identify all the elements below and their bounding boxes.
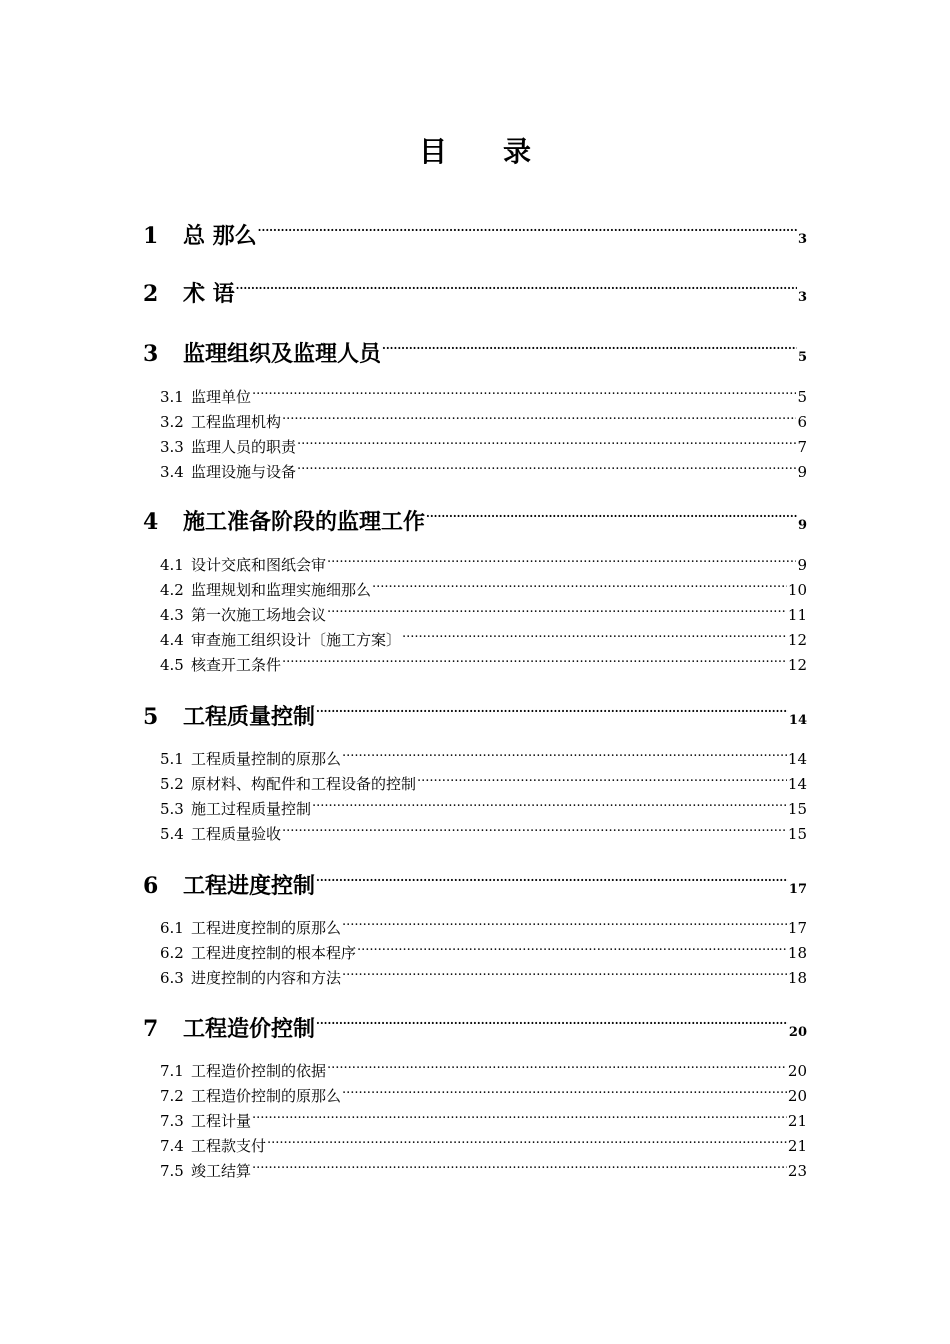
toc-entry-number: 2 (143, 281, 159, 307)
toc-page-number: 20 (787, 1087, 807, 1105)
toc-entry-title: 监理人员的职责 (191, 438, 297, 456)
toc-dot-leader (258, 213, 797, 243)
toc-page-number: 6 (797, 413, 807, 431)
toc-entry-title: 工程造价控制 (183, 1016, 316, 1042)
toc-entry-number: 7.1 (160, 1062, 184, 1080)
toc-entry-title: 监理单位 (191, 388, 252, 406)
toc-subsection[interactable] (160, 623, 807, 649)
toc-dot-leader (297, 455, 796, 477)
toc-page-number: 3 (797, 232, 807, 247)
toc-subsection[interactable] (160, 817, 807, 843)
toc-dot-leader (316, 694, 788, 724)
toc-page-number: 9 (797, 463, 807, 481)
toc-page-number: 17 (788, 882, 807, 897)
toc-section[interactable] (143, 863, 807, 899)
toc-subsection[interactable] (160, 405, 807, 431)
toc-dot-leader (316, 863, 788, 893)
toc-dot-leader (252, 1104, 787, 1126)
toc-entry-number: 5.3 (160, 800, 184, 818)
toc-dot-leader (327, 548, 796, 570)
toc-page-number: 20 (787, 1062, 807, 1080)
toc-subsection[interactable] (160, 1104, 807, 1130)
toc-entry-title: 工程进度控制的原那么 (191, 919, 342, 937)
toc-entry-title: 工程款支付 (191, 1137, 267, 1155)
toc-dot-leader (372, 573, 787, 595)
toc-section[interactable] (143, 499, 807, 535)
toc-dot-leader (327, 598, 787, 620)
toc-page-number: 3 (797, 290, 807, 305)
toc-entry-title: 施工过程质量控制 (191, 800, 312, 818)
toc-subsection[interactable] (160, 573, 807, 599)
toc-entry-number: 4 (143, 509, 159, 535)
toc-page-number: 21 (787, 1137, 807, 1155)
toc-entry-title: 施工准备阶段的监理工作 (183, 509, 426, 535)
toc-subsection[interactable] (160, 430, 807, 456)
toc-subsection[interactable] (160, 1079, 807, 1105)
toc-dot-leader (267, 1129, 787, 1151)
toc-entry-number: 7.2 (160, 1087, 184, 1105)
toc-entry-number: 5.2 (160, 775, 184, 793)
toc-subsection[interactable] (160, 548, 807, 574)
toc-subsection[interactable] (160, 1154, 807, 1180)
toc-page-number: 17 (787, 919, 807, 937)
toc-subsection[interactable] (160, 936, 807, 962)
toc-page-number: 21 (787, 1112, 807, 1130)
toc-dot-leader (282, 405, 796, 427)
toc-entry-title: 核查开工条件 (191, 656, 282, 674)
toc-dot-leader (282, 817, 787, 839)
toc-entry-number: 5.1 (160, 750, 184, 768)
toc-section[interactable] (143, 331, 807, 367)
toc-dot-leader (327, 1054, 787, 1076)
toc-entry-number: 1 (143, 223, 159, 249)
toc-subsection[interactable] (160, 911, 807, 937)
toc-entry-title: 工程质量控制的原那么 (191, 750, 342, 768)
toc-entry-title: 总 那么 (183, 223, 257, 249)
toc-page-number: 7 (797, 438, 807, 456)
toc-section[interactable] (143, 271, 807, 307)
toc-entry-title: 术 语 (183, 281, 235, 307)
toc-page-number: 12 (787, 631, 807, 649)
toc-entry-title: 竣工结算 (191, 1162, 252, 1180)
toc-entry-title: 监理规划和监理实施细那么 (191, 581, 372, 599)
toc-entry-number: 3.3 (160, 438, 184, 456)
toc-entry-number: 7.4 (160, 1137, 184, 1155)
toc-entry-number: 3.4 (160, 463, 184, 481)
toc-dot-leader (282, 648, 787, 670)
toc-page-number: 18 (787, 944, 807, 962)
toc-dot-leader (252, 380, 796, 402)
toc-entry-title: 工程质量验收 (191, 825, 282, 843)
toc-page-number: 10 (787, 581, 807, 599)
toc-subsection[interactable] (160, 742, 807, 768)
toc-section[interactable] (143, 1006, 807, 1042)
toc-entry-title: 设计交底和图纸会审 (191, 556, 327, 574)
toc-entry-title: 进度控制的内容和方法 (191, 969, 342, 987)
toc-entry-title: 工程计量 (191, 1112, 252, 1130)
toc-entry-number: 6 (143, 873, 159, 899)
toc-page-number: 11 (787, 606, 807, 624)
toc-entry-number: 3.2 (160, 413, 184, 431)
toc-entry-title: 工程造价控制的原那么 (191, 1087, 342, 1105)
toc-subsection[interactable] (160, 792, 807, 818)
toc-dot-leader (342, 911, 787, 933)
toc-subsection[interactable] (160, 1054, 807, 1080)
toc-entry-number: 7 (143, 1016, 159, 1042)
toc-subsection[interactable] (160, 1129, 807, 1155)
toc-dot-leader (426, 499, 797, 529)
toc-page-number: 15 (787, 800, 807, 818)
toc-page-number: 9 (797, 556, 807, 574)
toc-entry-number: 7.3 (160, 1112, 184, 1130)
toc-entry-number: 5 (143, 704, 159, 730)
toc-entry-number: 4.1 (160, 556, 184, 574)
toc-entry-title: 第一次施工场地会议 (191, 606, 327, 624)
toc-entry-title: 审查施工组织设计〔施工方案〕 (191, 631, 402, 649)
toc-page-number: 5 (797, 350, 807, 365)
toc-entry-number: 4.5 (160, 656, 184, 674)
toc-dot-leader (236, 271, 797, 301)
toc-dot-leader (252, 1154, 787, 1176)
toc-entry-title: 工程质量控制 (183, 704, 316, 730)
toc-subsection[interactable] (160, 380, 807, 406)
toc-entry-title: 工程进度控制 (183, 873, 316, 899)
toc-entry-number: 6.3 (160, 969, 184, 987)
toc-entry-number: 7.5 (160, 1162, 184, 1180)
toc-dot-leader (297, 430, 796, 452)
toc-page-number: 14 (787, 750, 807, 768)
toc-title: 目 录 (418, 135, 531, 168)
toc-page-number: 9 (797, 518, 807, 533)
toc-page-number: 14 (788, 713, 807, 728)
toc-page-number: 12 (787, 656, 807, 674)
toc-page-number: 15 (787, 825, 807, 843)
toc-entry-number: 6.1 (160, 919, 184, 937)
toc-page-number: 23 (787, 1162, 807, 1180)
toc-dot-leader (357, 936, 787, 958)
toc-entry-number: 3.1 (160, 388, 184, 406)
toc-entry-number: 5.4 (160, 825, 184, 843)
toc-entry-title: 工程监理机构 (191, 413, 282, 431)
toc-entry-title: 工程进度控制的根本程序 (191, 944, 357, 962)
toc-subsection[interactable] (160, 598, 807, 624)
toc-subsection[interactable] (160, 961, 807, 987)
toc-entry-number: 6.2 (160, 944, 184, 962)
toc-entry-title: 监理组织及监理人员 (183, 341, 382, 367)
toc-dot-leader (382, 331, 797, 361)
toc-entry-number: 3 (143, 341, 159, 367)
toc-dot-leader (417, 767, 787, 789)
toc-entry-number: 4.2 (160, 581, 184, 599)
toc-entry-title: 原材料、构配件和工程设备的控制 (191, 775, 417, 793)
toc-dot-leader (402, 623, 787, 645)
toc-entry-title: 监理设施与设备 (191, 463, 297, 481)
toc-page-number: 14 (787, 775, 807, 793)
toc-dot-leader (316, 1006, 788, 1036)
toc-dot-leader (342, 1079, 787, 1101)
toc-entry-number: 4.4 (160, 631, 184, 649)
toc-subsection[interactable] (160, 767, 807, 793)
toc-section[interactable] (143, 213, 807, 249)
toc-dot-leader (342, 742, 787, 764)
toc-section[interactable] (143, 694, 807, 730)
toc-page-number: 5 (797, 388, 807, 406)
toc-subsection[interactable] (160, 455, 807, 481)
toc-entry-number: 4.3 (160, 606, 184, 624)
toc-page-number: 20 (788, 1025, 807, 1040)
toc-entry-title: 工程造价控制的依据 (191, 1062, 327, 1080)
toc-dot-leader (312, 792, 787, 814)
toc-dot-leader (342, 961, 787, 983)
toc-subsection[interactable] (160, 648, 807, 674)
toc-page-number: 18 (787, 969, 807, 987)
